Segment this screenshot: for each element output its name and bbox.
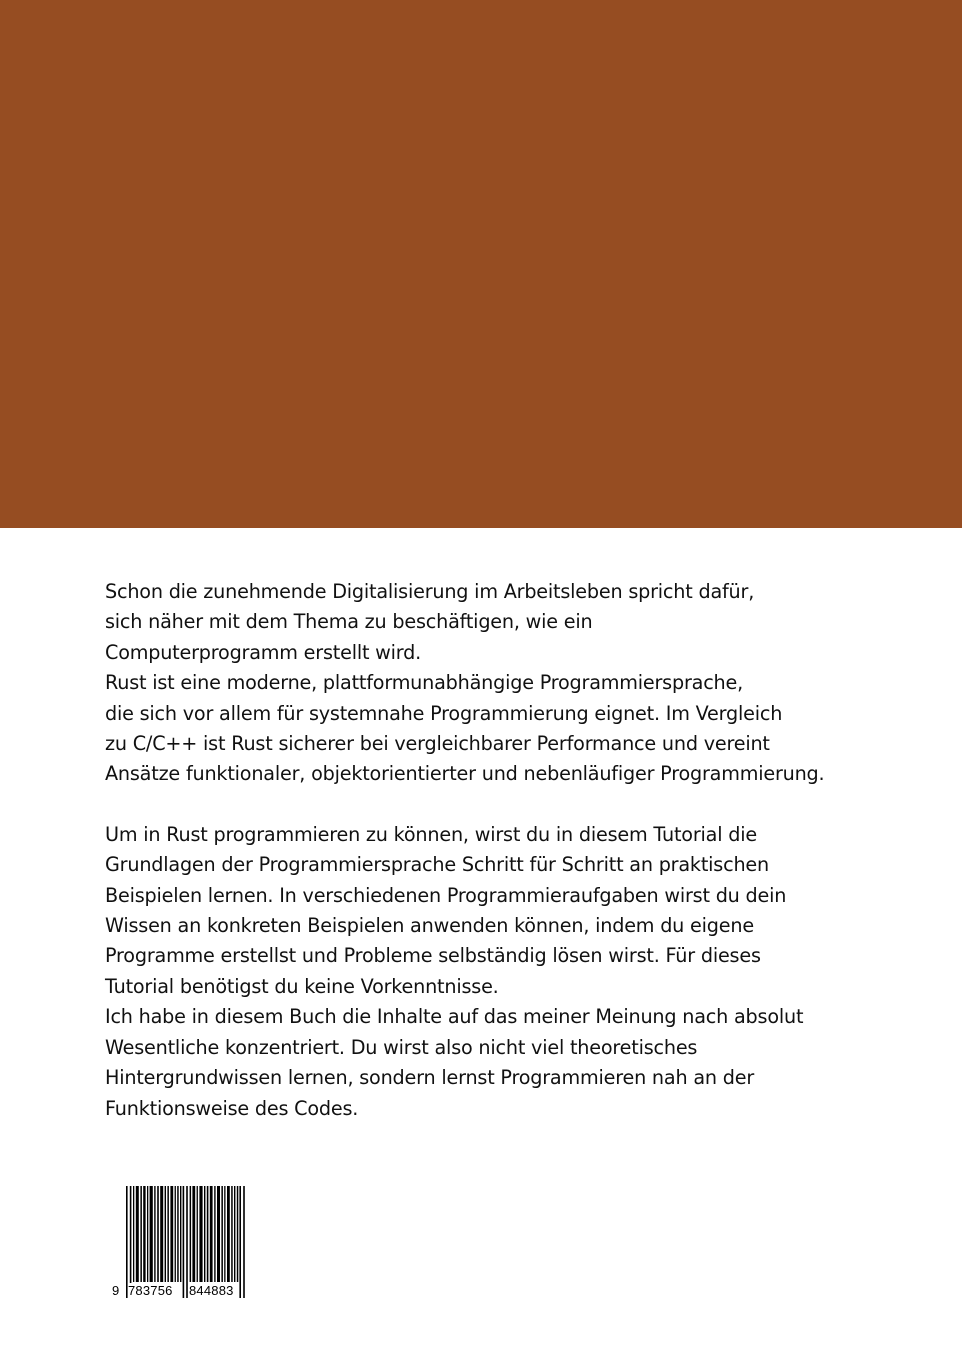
isbn-first-digit: 9	[112, 1283, 120, 1298]
back-cover-blurb	[105, 577, 905, 1124]
blurb-line: Programme erstellst und Probleme selbständig lösen wirst. Für dieses	[105, 944, 761, 968]
isbn-number	[112, 1283, 252, 1299]
blurb-line: zu C/C++ ist Rust sicherer bei vergleichbarer Performance und vereint	[105, 732, 770, 756]
blurb-line: Rust ist eine moderne, plattformunabhängige Programmiersprache,	[105, 671, 744, 695]
blurb-line: Wissen an konkreten Beispielen anwenden können, indem du eigene	[105, 914, 754, 938]
blurb-line: Ansätze funktionaler, objektorientierter und nebenläufiger Programmierung.	[105, 762, 825, 786]
blurb-paragraph-2	[105, 820, 905, 1124]
blurb-line: Hintergrundwissen lernen, sondern lernst Programmieren nah an der	[105, 1066, 755, 1090]
blurb-line: Beispielen lernen. In verschiedenen Programmieraufgaben wirst du dein	[105, 883, 787, 907]
cover-color-band	[0, 0, 962, 528]
blurb-line: Grundlagen der Programmiersprache Schritt für Schritt an praktischen	[105, 853, 769, 877]
blurb-line: Wesentliche konzentriert. Du wirst also nicht viel theoretisches	[105, 1035, 698, 1059]
blurb-paragraph-1	[105, 577, 905, 790]
blurb-line: Um in Rust programmieren zu können, wirst du in diesem Tutorial die	[105, 822, 757, 846]
blurb-line: Tutorial benötigst du keine Vorkenntnisse.	[105, 974, 499, 998]
blurb-line: die sich vor allem für systemnahe Programmierung eignet. Im Vergleich	[105, 701, 783, 725]
blurb-line: Ich habe in diesem Buch die Inhalte auf das meiner Meinung nach absolut	[105, 1005, 804, 1029]
blurb-line: sich näher mit dem Thema zu beschäftigen, wie ein	[105, 610, 593, 634]
blurb-line: Computerprogramm erstellt wird.	[105, 640, 422, 664]
isbn-right-group: 844883	[189, 1283, 234, 1298]
blurb-line: Schon die zunehmende Digitalisierung im Arbeitsleben spricht dafür,	[105, 580, 755, 603]
blurb-line: Funktionsweise des Codes.	[105, 1096, 359, 1120]
isbn-left-group: 783756	[128, 1283, 173, 1298]
